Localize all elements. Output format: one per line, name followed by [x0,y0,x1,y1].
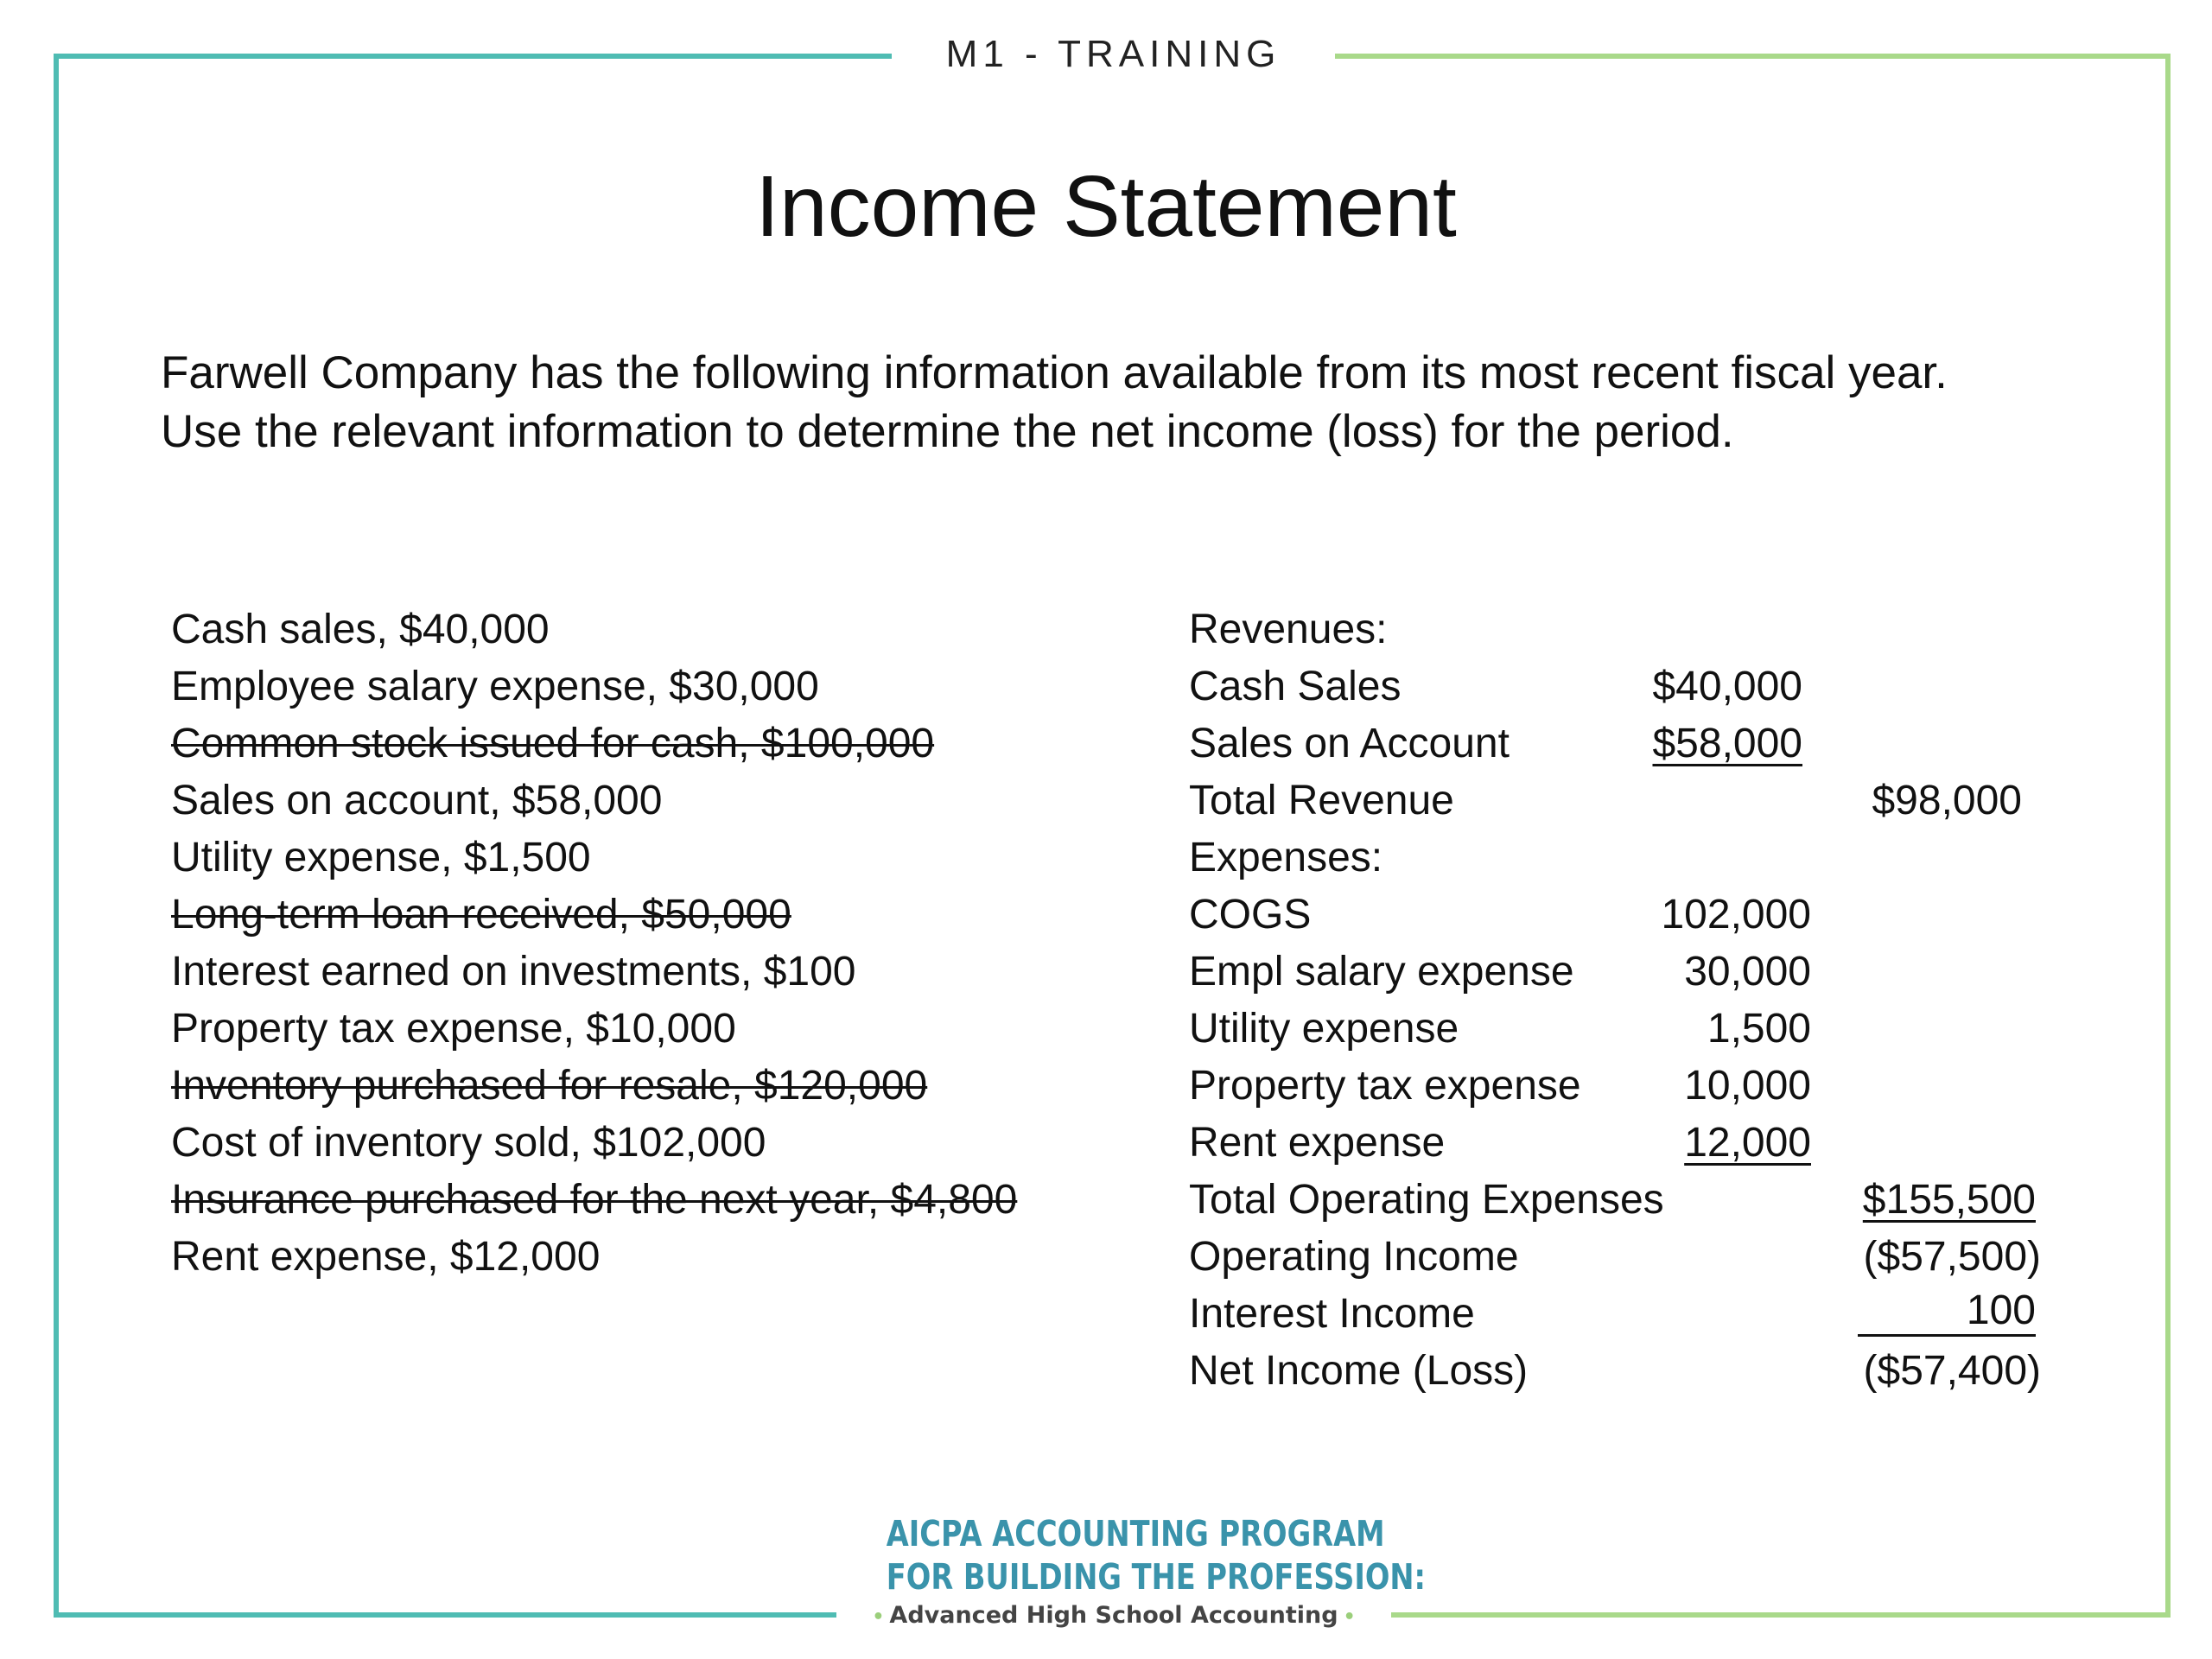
statement-row [1189,830,2053,887]
intro-paragraph [161,344,2113,461]
total-opex-label: Total Operating Expenses [1189,1177,1664,1223]
page-title: Income Statement [755,158,1457,255]
statement-row [1189,601,2053,658]
salary-expense-value: 30,000 [1684,949,1811,995]
statement-row [1189,1058,2053,1115]
cogs-label: COGS [1189,892,1312,938]
bullet-dot-icon: • [1343,1606,1356,1628]
module-label: M1 - TRAINING [945,33,1281,75]
operating-income-value: ($57,500) [1863,1234,2041,1280]
total-revenue-label: Total Revenue [1189,778,1454,823]
interest-income-cell [1858,1282,2036,1339]
total-revenue-value: $98,000 [1872,778,2022,823]
logo-subtitle: Advanced High School Accounting [889,1602,1338,1629]
list-item: Interest earned on investments, $100 [171,949,856,995]
interest-income-label: Interest Income [1189,1291,1475,1337]
interest-income-value: 100 [1858,1287,2036,1337]
list-item-struck: Common stock issued for cash, $100,000 [171,721,935,766]
statement-row [1189,772,2053,830]
cash-sales-label: Cash Sales [1189,664,1402,709]
utility-expense-label: Utility expense [1189,1006,1459,1052]
list-item: Employee salary expense, $30,000 [171,664,819,709]
logo-line-2: FOR BUILDING THE PROFESSION: [886,1556,1427,1598]
statement-row [1189,715,2053,772]
statement-row [1189,944,2053,1001]
statement-row [1189,1115,2053,1172]
list-item: Property tax expense, $10,000 [171,1006,736,1052]
intro-line-1: Farwell Company has the following information available from its most recent fiscal year. [161,347,1948,398]
property-tax-value: 10,000 [1684,1063,1811,1109]
statement-row [1189,1001,2053,1058]
total-opex-value: $155,500 [1862,1177,2036,1223]
frame-top-left-border [54,54,892,59]
frame-bottom-right-border [1391,1612,2171,1618]
list-item: Rent expense, $12,000 [171,1234,601,1280]
frame-top-right-border [1335,54,2171,59]
statement-row [1189,658,2053,715]
list-item: Cost of inventory sold, $102,000 [171,1120,766,1166]
statement-row [1189,1172,2053,1229]
frame-left-border [54,54,59,1618]
statement-row [1189,887,2053,944]
information-list [171,601,1139,1286]
frame-bottom-left-border [54,1612,836,1618]
cogs-value: 102,000 [1661,892,1811,938]
operating-income-label: Operating Income [1189,1234,1519,1280]
list-item: Sales on account, $58,000 [171,778,663,823]
sales-on-account-label: Sales on Account [1189,721,1510,766]
list-item: Utility expense, $1,500 [171,835,591,880]
list-item: Cash sales, $40,000 [171,607,550,652]
list-item-struck: Insurance purchased for the next year, $4,800 [171,1177,1018,1223]
salary-expense-label: Empl salary expense [1189,949,1574,995]
statement-row [1189,1343,2053,1400]
expenses-heading: Expenses: [1189,835,1383,880]
logo-line-1: AICPA ACCOUNTING PROGRAM [886,1513,1385,1554]
intro-line-2: Use the relevant information to determine the net income (loss) for the period. [161,406,1734,457]
logo-subtitle-row [836,1599,1391,1635]
revenues-heading: Revenues: [1189,607,1388,652]
frame-right-border [2165,54,2171,1618]
list-item-struck: Long-term loan received, $50,000 [171,892,791,938]
income-statement-table [1189,601,2053,1400]
sales-on-account-value: $58,000 [1652,721,1802,766]
net-income-label: Net Income (Loss) [1189,1348,1529,1394]
rent-expense-label: Rent expense [1189,1120,1446,1166]
utility-expense-value: 1,500 [1707,1006,1811,1052]
net-income-value: ($57,400) [1863,1348,2041,1394]
rent-expense-value: 12,000 [1684,1120,1811,1166]
list-item-struck: Inventory purchased for resale, $120,000 [171,1063,928,1109]
bullet-dot-icon: • [872,1606,885,1628]
statement-row [1189,1229,2053,1286]
cash-sales-value: $40,000 [1652,664,1802,709]
statement-row [1189,1286,2053,1343]
aicpa-logo [836,1512,1427,1635]
property-tax-label: Property tax expense [1189,1063,1581,1109]
